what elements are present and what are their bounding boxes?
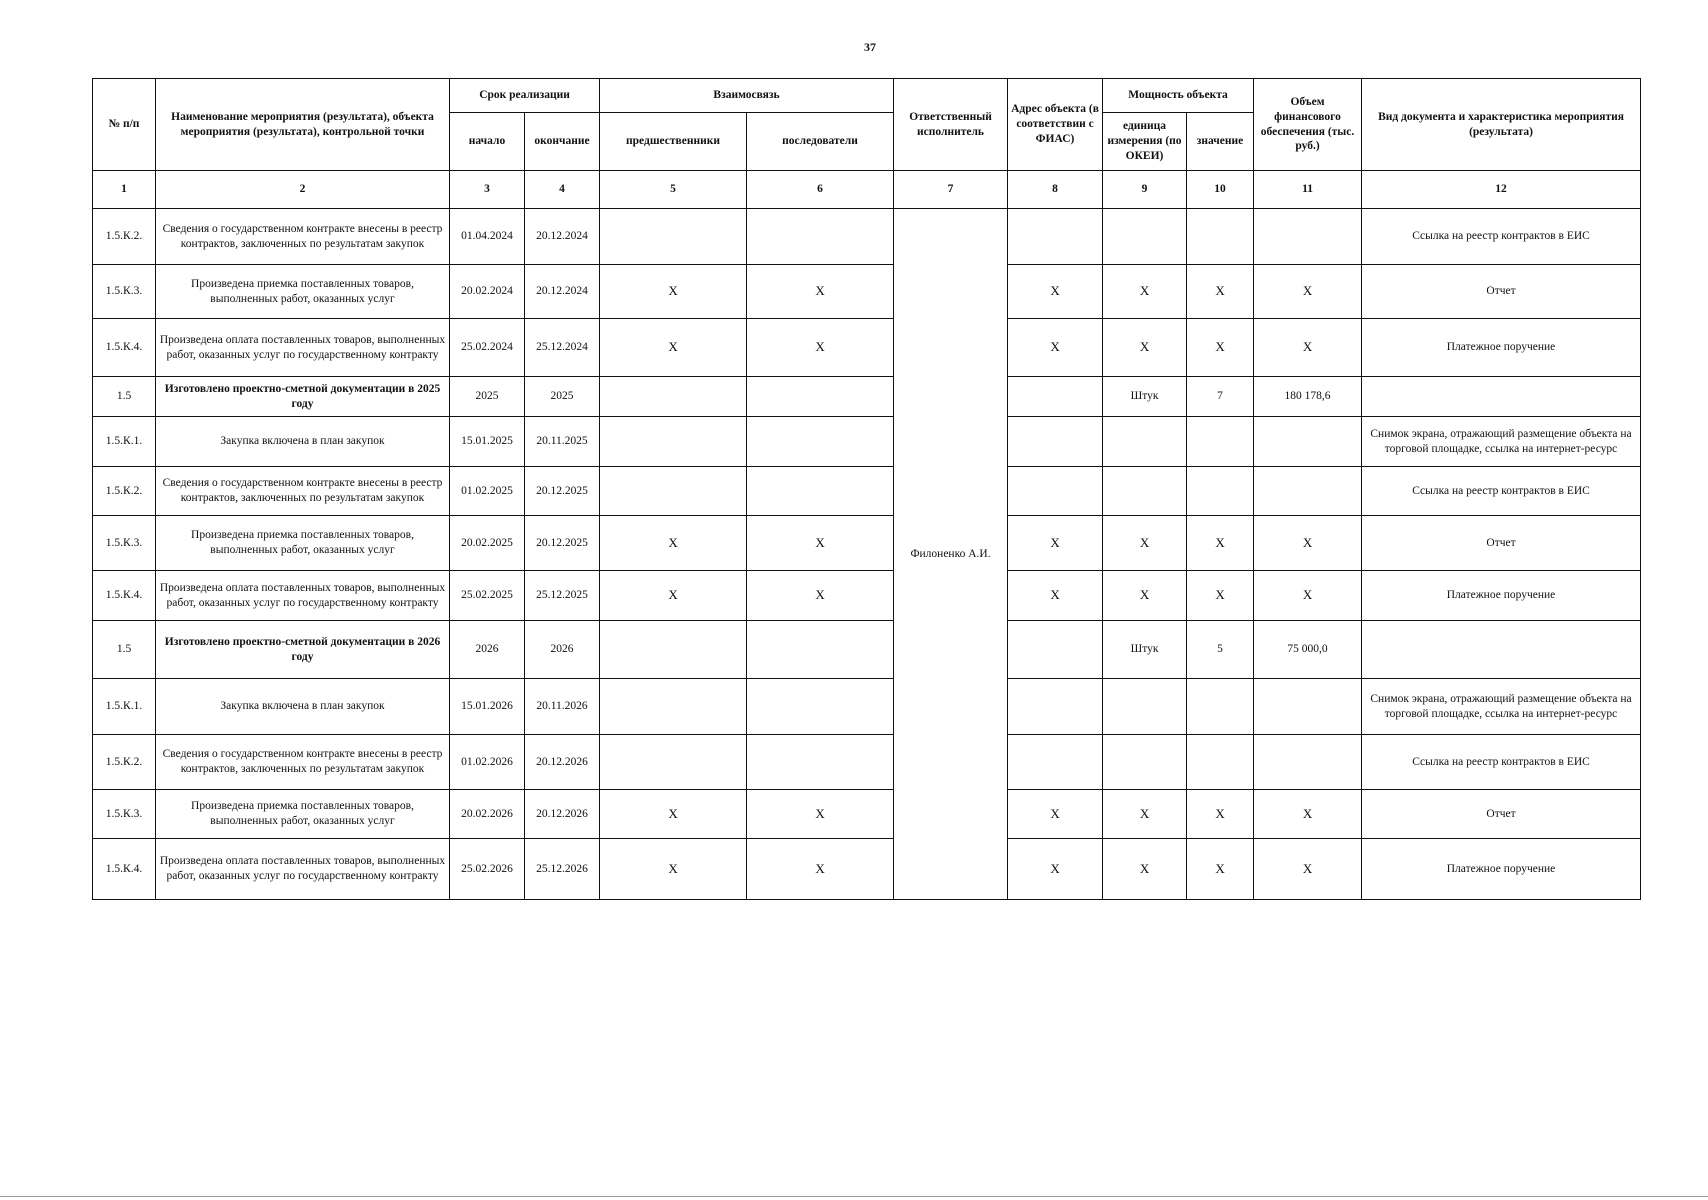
table-row xyxy=(93,621,1641,679)
table-row xyxy=(93,571,1641,621)
cell-name: Произведена оплата поставленных товаров, выполненных работ, оказанных услуг по государственному контракту xyxy=(156,319,450,377)
cell-predecessors xyxy=(600,621,747,679)
cell-end: 25.12.2025 xyxy=(525,571,600,621)
cell-start: 15.01.2026 xyxy=(450,679,525,735)
cell-unit xyxy=(1103,679,1187,735)
cell-successors xyxy=(747,735,894,790)
cell-num: 1.5.К.1. xyxy=(93,679,156,735)
cell-num: 1.5 xyxy=(93,621,156,679)
cell-successors xyxy=(747,209,894,265)
cell-value: 5 xyxy=(1187,621,1254,679)
cell-unit xyxy=(1103,209,1187,265)
cell-predecessors: X xyxy=(600,265,747,319)
column-number: 6 xyxy=(747,171,894,209)
cell-end: 20.12.2025 xyxy=(525,467,600,516)
cell-num: 1.5.К.3. xyxy=(93,790,156,839)
cell-name: Закупка включена в план закупок xyxy=(156,679,450,735)
header-address: Адрес объекта (в соответствии с ФИАС) xyxy=(1008,79,1103,171)
header-num: № п/п xyxy=(93,79,156,171)
cell-start: 01.02.2026 xyxy=(450,735,525,790)
cell-end: 2025 xyxy=(525,377,600,417)
cell-name: Сведения о государственном контракте внесены в реестр контрактов, заключенных по результатам закупок xyxy=(156,209,450,265)
cell-successors: X xyxy=(747,516,894,571)
cell-end: 25.12.2026 xyxy=(525,839,600,900)
cell-finance: X xyxy=(1254,516,1362,571)
cell-predecessors: X xyxy=(600,571,747,621)
cell-doc: Ссылка на реестр контрактов в ЕИС xyxy=(1362,209,1641,265)
cell-start: 2025 xyxy=(450,377,525,417)
cell-num: 1.5 xyxy=(93,377,156,417)
cell-value xyxy=(1187,417,1254,467)
table-row xyxy=(93,377,1641,417)
activity-plan-table xyxy=(92,78,1641,900)
cell-address xyxy=(1008,467,1103,516)
table-row xyxy=(93,467,1641,516)
cell-start: 2026 xyxy=(450,621,525,679)
cell-name: Изготовлено проектно-сметной документации в 2025 году xyxy=(156,377,450,417)
cell-successors xyxy=(747,467,894,516)
cell-num: 1.5.К.2. xyxy=(93,467,156,516)
cell-predecessors xyxy=(600,417,747,467)
cell-num: 1.5.К.3. xyxy=(93,516,156,571)
cell-finance: 75 000,0 xyxy=(1254,621,1362,679)
cell-address: X xyxy=(1008,839,1103,900)
header-term: Срок реализации xyxy=(450,79,600,113)
cell-successors xyxy=(747,679,894,735)
cell-doc xyxy=(1362,621,1641,679)
cell-finance: X xyxy=(1254,790,1362,839)
cell-predecessors: X xyxy=(600,516,747,571)
cell-doc: Платежное поручение xyxy=(1362,839,1641,900)
cell-unit: Штук xyxy=(1103,377,1187,417)
cell-name: Произведена оплата поставленных товаров, выполненных работ, оказанных услуг по государственному контракту xyxy=(156,571,450,621)
cell-value: X xyxy=(1187,571,1254,621)
cell-name: Закупка включена в план закупок xyxy=(156,417,450,467)
cell-doc: Ссылка на реестр контрактов в ЕИС xyxy=(1362,467,1641,516)
cell-address: X xyxy=(1008,571,1103,621)
cell-value: X xyxy=(1187,839,1254,900)
cell-address: X xyxy=(1008,319,1103,377)
cell-start: 25.02.2025 xyxy=(450,571,525,621)
column-number-row xyxy=(93,171,1641,209)
cell-num: 1.5.К.1. xyxy=(93,417,156,467)
cell-end: 20.12.2026 xyxy=(525,790,600,839)
cell-finance xyxy=(1254,209,1362,265)
cell-start: 20.02.2024 xyxy=(450,265,525,319)
column-number: 12 xyxy=(1362,171,1641,209)
cell-predecessors: X xyxy=(600,839,747,900)
cell-successors: X xyxy=(747,790,894,839)
cell-name: Произведена приемка поставленных товаров, выполненных работ, оказанных услуг xyxy=(156,516,450,571)
column-number: 9 xyxy=(1103,171,1187,209)
cell-doc: Отчет xyxy=(1362,516,1641,571)
cell-address: X xyxy=(1008,516,1103,571)
column-number: 8 xyxy=(1008,171,1103,209)
cell-num: 1.5.К.4. xyxy=(93,839,156,900)
cell-successors xyxy=(747,417,894,467)
cell-start: 20.02.2026 xyxy=(450,790,525,839)
cell-address xyxy=(1008,417,1103,467)
column-number: 2 xyxy=(156,171,450,209)
cell-doc: Отчет xyxy=(1362,790,1641,839)
cell-predecessors xyxy=(600,679,747,735)
cell-finance: X xyxy=(1254,839,1362,900)
cell-start: 20.02.2025 xyxy=(450,516,525,571)
column-number: 5 xyxy=(600,171,747,209)
cell-finance: X xyxy=(1254,571,1362,621)
header-name: Наименование мероприятия (результата), объекта мероприятия (результата), контрольной точки xyxy=(156,79,450,171)
cell-unit xyxy=(1103,417,1187,467)
header-end: окончание xyxy=(525,113,600,171)
cell-start: 25.02.2026 xyxy=(450,839,525,900)
cell-doc xyxy=(1362,377,1641,417)
cell-responsible: Филоненко А.И. xyxy=(894,209,1008,900)
cell-doc: Отчет xyxy=(1362,265,1641,319)
cell-address: X xyxy=(1008,790,1103,839)
table-row xyxy=(93,516,1641,571)
cell-end: 25.12.2024 xyxy=(525,319,600,377)
table-row xyxy=(93,417,1641,467)
cell-finance xyxy=(1254,417,1362,467)
header-successors: последователи xyxy=(747,113,894,171)
cell-predecessors: X xyxy=(600,790,747,839)
header-capacity: Мощность объекта xyxy=(1103,79,1254,113)
cell-num: 1.5.К.2. xyxy=(93,209,156,265)
table-row xyxy=(93,790,1641,839)
cell-predecessors xyxy=(600,467,747,516)
cell-finance: X xyxy=(1254,319,1362,377)
header-responsible: Ответственный исполнитель xyxy=(894,79,1008,171)
cell-address xyxy=(1008,679,1103,735)
cell-address xyxy=(1008,621,1103,679)
header-finance: Объем финансового обеспечения (тыс. руб.) xyxy=(1254,79,1362,171)
cell-predecessors xyxy=(600,377,747,417)
cell-end: 2026 xyxy=(525,621,600,679)
cell-doc: Ссылка на реестр контрактов в ЕИС xyxy=(1362,735,1641,790)
cell-value: 7 xyxy=(1187,377,1254,417)
cell-end: 20.12.2025 xyxy=(525,516,600,571)
cell-address xyxy=(1008,735,1103,790)
cell-name: Произведена приемка поставленных товаров, выполненных работ, оказанных услуг xyxy=(156,265,450,319)
header-value: значение xyxy=(1187,113,1254,171)
cell-value: X xyxy=(1187,265,1254,319)
column-number: 11 xyxy=(1254,171,1362,209)
cell-start: 01.02.2025 xyxy=(450,467,525,516)
cell-doc: Платежное поручение xyxy=(1362,319,1641,377)
cell-num: 1.5.К.3. xyxy=(93,265,156,319)
cell-unit: X xyxy=(1103,319,1187,377)
cell-doc: Снимок экрана, отражающий размещение объекта на торговой площадке, ссылка на интернет-ресурс xyxy=(1362,417,1641,467)
page-number: 37 xyxy=(864,40,876,54)
column-number: 7 xyxy=(894,171,1008,209)
table-row xyxy=(93,735,1641,790)
cell-successors xyxy=(747,621,894,679)
cell-unit: X xyxy=(1103,839,1187,900)
cell-finance xyxy=(1254,467,1362,516)
cell-unit xyxy=(1103,467,1187,516)
cell-unit: X xyxy=(1103,790,1187,839)
cell-end: 20.11.2026 xyxy=(525,679,600,735)
cell-num: 1.5.К.2. xyxy=(93,735,156,790)
cell-successors xyxy=(747,377,894,417)
column-number: 4 xyxy=(525,171,600,209)
column-number: 1 xyxy=(93,171,156,209)
cell-finance: X xyxy=(1254,265,1362,319)
cell-value xyxy=(1187,209,1254,265)
cell-start: 15.01.2025 xyxy=(450,417,525,467)
cell-address: X xyxy=(1008,265,1103,319)
cell-predecessors: X xyxy=(600,319,747,377)
cell-unit xyxy=(1103,735,1187,790)
table-row xyxy=(93,265,1641,319)
table-row xyxy=(93,839,1641,900)
cell-successors: X xyxy=(747,319,894,377)
header-relation: Взаимосвязь xyxy=(600,79,894,113)
cell-unit: Штук xyxy=(1103,621,1187,679)
cell-name: Сведения о государственном контракте внесены в реестр контрактов, заключенных по результатам закупок xyxy=(156,467,450,516)
cell-name: Сведения о государственном контракте внесены в реестр контрактов, заключенных по результатам закупок xyxy=(156,735,450,790)
header-predecessors: предшественники xyxy=(600,113,747,171)
cell-predecessors xyxy=(600,209,747,265)
scan-bottom-edge xyxy=(0,1196,1708,1197)
cell-name: Произведена оплата поставленных товаров, выполненных работ, оказанных услуг по государственному контракту xyxy=(156,839,450,900)
header-unit: единица измерения (по ОКЕИ) xyxy=(1103,113,1187,171)
column-number: 3 xyxy=(450,171,525,209)
header-start: начало xyxy=(450,113,525,171)
cell-unit: X xyxy=(1103,516,1187,571)
table-row xyxy=(93,679,1641,735)
cell-name: Произведена приемка поставленных товаров, выполненных работ, оказанных услуг xyxy=(156,790,450,839)
cell-address xyxy=(1008,377,1103,417)
cell-finance xyxy=(1254,679,1362,735)
table-row xyxy=(93,209,1641,265)
header-doc: Вид документа и характеристика мероприятия (результата) xyxy=(1362,79,1641,171)
cell-start: 01.04.2024 xyxy=(450,209,525,265)
cell-successors: X xyxy=(747,571,894,621)
cell-name: Изготовлено проектно-сметной документации в 2026 году xyxy=(156,621,450,679)
cell-successors: X xyxy=(747,265,894,319)
cell-num: 1.5.К.4. xyxy=(93,319,156,377)
cell-start: 25.02.2024 xyxy=(450,319,525,377)
cell-value: X xyxy=(1187,516,1254,571)
cell-successors: X xyxy=(747,839,894,900)
cell-finance: 180 178,6 xyxy=(1254,377,1362,417)
cell-predecessors xyxy=(600,735,747,790)
cell-value: X xyxy=(1187,319,1254,377)
table-row xyxy=(93,319,1641,377)
cell-end: 20.12.2026 xyxy=(525,735,600,790)
cell-doc: Платежное поручение xyxy=(1362,571,1641,621)
cell-value xyxy=(1187,679,1254,735)
cell-end: 20.12.2024 xyxy=(525,265,600,319)
cell-num: 1.5.К.4. xyxy=(93,571,156,621)
column-number: 10 xyxy=(1187,171,1254,209)
cell-end: 20.11.2025 xyxy=(525,417,600,467)
cell-address xyxy=(1008,209,1103,265)
cell-end: 20.12.2024 xyxy=(525,209,600,265)
table-body xyxy=(93,209,1641,900)
cell-unit: X xyxy=(1103,265,1187,319)
cell-unit: X xyxy=(1103,571,1187,621)
cell-value: X xyxy=(1187,790,1254,839)
cell-value xyxy=(1187,735,1254,790)
cell-value xyxy=(1187,467,1254,516)
cell-finance xyxy=(1254,735,1362,790)
cell-doc: Снимок экрана, отражающий размещение объекта на торговой площадке, ссылка на интернет-ресурс xyxy=(1362,679,1641,735)
